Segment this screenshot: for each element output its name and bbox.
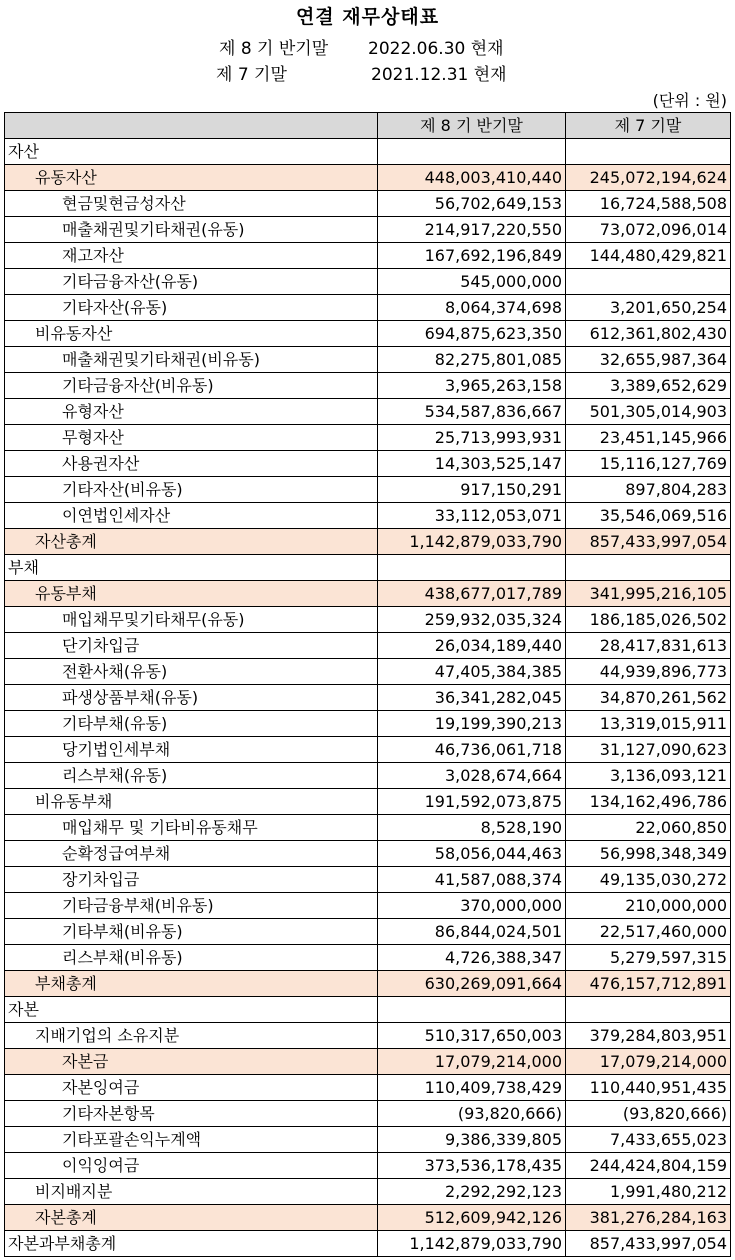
current-value-cell: 448,003,410,440 <box>378 165 566 191</box>
account-label-cell: 매출채권및기타채권(비유동) <box>5 347 378 373</box>
table-row <box>5 295 731 321</box>
current-value-cell <box>378 555 566 581</box>
prior-value-cell: 144,480,429,821 <box>566 243 731 269</box>
account-label-cell: 사용권자산 <box>5 451 378 477</box>
prior-value-cell: 5,279,597,315 <box>566 945 731 971</box>
table-row <box>5 1179 731 1205</box>
prior-value-cell: 34,870,261,562 <box>566 685 731 711</box>
prior-value-cell: 32,655,987,364 <box>566 347 731 373</box>
prior-value-cell: (93,820,666) <box>566 1101 731 1127</box>
account-label-cell: 자본금 <box>5 1049 378 1075</box>
prior-value-cell: 612,361,802,430 <box>566 321 731 347</box>
account-label-cell: 당기법인세부채 <box>5 737 378 763</box>
current-value-cell: 56,702,649,153 <box>378 191 566 217</box>
table-row <box>5 451 731 477</box>
current-value-cell: 8,528,190 <box>378 815 566 841</box>
table-row <box>5 1049 731 1075</box>
prior-value-cell: 22,517,460,000 <box>566 919 731 945</box>
current-value-cell: 373,536,178,435 <box>378 1153 566 1179</box>
current-value-cell: 36,341,282,045 <box>378 685 566 711</box>
prior-value-cell: 22,060,850 <box>566 815 731 841</box>
table-row <box>5 139 731 165</box>
table-row <box>5 529 731 555</box>
current-value-cell: 370,000,000 <box>378 893 566 919</box>
current-value-cell: (93,820,666) <box>378 1101 566 1127</box>
account-label-cell: 파생상품부채(유동) <box>5 685 378 711</box>
table-row <box>5 555 731 581</box>
account-label-cell: 비유동부채 <box>5 789 378 815</box>
table-row <box>5 191 731 217</box>
account-label-cell: 지배기업의 소유지분 <box>5 1023 378 1049</box>
current-value-cell: 438,677,017,789 <box>378 581 566 607</box>
account-label-cell: 리스부채(유동) <box>5 763 378 789</box>
unit-label: (단위 : 원) <box>652 91 727 110</box>
prior-value-cell: 31,127,090,623 <box>566 737 731 763</box>
table-row <box>5 1127 731 1153</box>
header-cell-account <box>5 113 378 139</box>
account-label-cell: 리스부채(비유동) <box>5 945 378 971</box>
account-label-cell: 자본 <box>5 997 378 1023</box>
account-label-cell: 자본잉여금 <box>5 1075 378 1101</box>
prior-value-cell: 381,276,284,163 <box>566 1205 731 1231</box>
account-label-cell: 비지배지분 <box>5 1179 378 1205</box>
account-label-cell: 기타자본항목 <box>5 1101 378 1127</box>
prior-value-cell <box>566 269 731 295</box>
prior-value-cell: 110,440,951,435 <box>566 1075 731 1101</box>
account-label-cell: 매입채무및기타채무(유동) <box>5 607 378 633</box>
statement-title: 연결 재무상태표 <box>295 6 440 28</box>
account-label-cell: 매출채권및기타채권(유동) <box>5 217 378 243</box>
table-row <box>5 711 731 737</box>
current-value-cell: 110,409,738,429 <box>378 1075 566 1101</box>
table-row <box>5 1231 731 1257</box>
table-row <box>5 217 731 243</box>
account-label-cell: 매입채무 및 기타비유동채무 <box>5 815 378 841</box>
current-value-cell: 19,199,390,213 <box>378 711 566 737</box>
prior-value-cell: 73,072,096,014 <box>566 217 731 243</box>
account-label-cell: 순확정급여부채 <box>5 841 378 867</box>
account-label-cell: 장기차입금 <box>5 867 378 893</box>
current-value-cell: 8,064,374,698 <box>378 295 566 321</box>
current-value-cell: 510,317,650,003 <box>378 1023 566 1049</box>
current-value-cell: 3,028,674,664 <box>378 763 566 789</box>
account-label-cell: 기타자산(비유동) <box>5 477 378 503</box>
account-label-cell: 전환사채(유동) <box>5 659 378 685</box>
prior-value-cell: 3,136,093,121 <box>566 763 731 789</box>
table-row <box>5 659 731 685</box>
account-label-cell: 기타금융부채(비유동) <box>5 893 378 919</box>
table-row <box>5 763 731 789</box>
prior-value-cell: 501,305,014,903 <box>566 399 731 425</box>
current-value-cell: 259,932,035,324 <box>378 607 566 633</box>
prior-value-cell: 134,162,496,786 <box>566 789 731 815</box>
table-row <box>5 815 731 841</box>
table-row <box>5 685 731 711</box>
account-label-cell: 유동부채 <box>5 581 378 607</box>
account-label-cell: 자산총계 <box>5 529 378 555</box>
table-row <box>5 971 731 997</box>
prior-value-cell: 244,424,804,159 <box>566 1153 731 1179</box>
prior-value-cell: 245,072,194,624 <box>566 165 731 191</box>
current-value-cell: 58,056,044,463 <box>378 841 566 867</box>
prior-value-cell <box>566 997 731 1023</box>
header-cell-prior: 제 7 기말 <box>566 113 731 139</box>
prior-value-cell: 897,804,283 <box>566 477 731 503</box>
table-row <box>5 425 731 451</box>
table-row <box>5 477 731 503</box>
table-row <box>5 997 731 1023</box>
table-header-row <box>5 113 731 139</box>
period-line-current <box>0 34 735 60</box>
account-label-cell: 단기차입금 <box>5 633 378 659</box>
table-row <box>5 789 731 815</box>
current-value-cell: 9,386,339,805 <box>378 1127 566 1153</box>
table-row <box>5 737 731 763</box>
table-row <box>5 893 731 919</box>
current-value-cell: 47,405,384,385 <box>378 659 566 685</box>
account-label-cell: 기타자산(유동) <box>5 295 378 321</box>
current-value-cell: 3,965,263,158 <box>378 373 566 399</box>
account-label-cell: 유동자산 <box>5 165 378 191</box>
current-period-label: 제 8 기 반기말 <box>219 39 329 59</box>
current-value-cell: 1,142,879,033,790 <box>378 529 566 555</box>
prior-value-cell: 23,451,145,966 <box>566 425 731 451</box>
table-row <box>5 1023 731 1049</box>
prior-value-cell: 1,991,480,212 <box>566 1179 731 1205</box>
table-row <box>5 373 731 399</box>
prior-period-date: 2021.12.31 현재 <box>371 65 507 85</box>
prior-value-cell: 7,433,655,023 <box>566 1127 731 1153</box>
current-value-cell: 167,692,196,849 <box>378 243 566 269</box>
account-label-cell: 기타포괄손익누계액 <box>5 1127 378 1153</box>
prior-value-cell: 35,546,069,516 <box>566 503 731 529</box>
prior-value-cell <box>566 139 731 165</box>
table-row <box>5 607 731 633</box>
account-label-cell: 기타금융자산(유동) <box>5 269 378 295</box>
current-value-cell: 86,844,024,501 <box>378 919 566 945</box>
prior-value-cell <box>566 555 731 581</box>
prior-value-cell: 13,319,015,911 <box>566 711 731 737</box>
prior-value-cell: 857,433,997,054 <box>566 1231 731 1257</box>
table-row <box>5 945 731 971</box>
prior-value-cell: 3,389,652,629 <box>566 373 731 399</box>
current-value-cell: 545,000,000 <box>378 269 566 295</box>
current-value-cell: 41,587,088,374 <box>378 867 566 893</box>
prior-value-cell: 56,998,348,349 <box>566 841 731 867</box>
table-row <box>5 321 731 347</box>
balance-sheet-table <box>4 112 731 1257</box>
current-value-cell: 2,292,292,123 <box>378 1179 566 1205</box>
current-value-cell <box>378 997 566 1023</box>
current-value-cell: 191,592,073,875 <box>378 789 566 815</box>
current-value-cell: 214,917,220,550 <box>378 217 566 243</box>
table-row <box>5 581 731 607</box>
prior-value-cell: 49,135,030,272 <box>566 867 731 893</box>
account-label-cell: 유형자산 <box>5 399 378 425</box>
prior-value-cell: 44,939,896,773 <box>566 659 731 685</box>
prior-value-cell: 476,157,712,891 <box>566 971 731 997</box>
current-value-cell: 26,034,189,440 <box>378 633 566 659</box>
table-row <box>5 503 731 529</box>
prior-value-cell: 379,284,803,951 <box>566 1023 731 1049</box>
account-label-cell: 무형자산 <box>5 425 378 451</box>
prior-value-cell: 16,724,588,508 <box>566 191 731 217</box>
account-label-cell: 부채총계 <box>5 971 378 997</box>
account-label-cell: 이익잉여금 <box>5 1153 378 1179</box>
current-value-cell: 534,587,836,667 <box>378 399 566 425</box>
account-label-cell: 자본총계 <box>5 1205 378 1231</box>
current-value-cell: 25,713,993,931 <box>378 425 566 451</box>
account-label-cell: 자본과부채총계 <box>5 1231 378 1257</box>
prior-period-label: 제 7 기말 <box>216 65 287 85</box>
table-row <box>5 1101 731 1127</box>
account-label-cell: 재고자산 <box>5 243 378 269</box>
table-row <box>5 841 731 867</box>
prior-value-cell: 857,433,997,054 <box>566 529 731 555</box>
current-value-cell <box>378 139 566 165</box>
table-row <box>5 1205 731 1231</box>
prior-value-cell: 186,185,026,502 <box>566 607 731 633</box>
current-value-cell: 4,726,388,347 <box>378 945 566 971</box>
current-value-cell: 17,079,214,000 <box>378 1049 566 1075</box>
current-value-cell: 82,275,801,085 <box>378 347 566 373</box>
table-row <box>5 1153 731 1179</box>
table-row <box>5 633 731 659</box>
current-value-cell: 917,150,291 <box>378 477 566 503</box>
current-value-cell: 46,736,061,718 <box>378 737 566 763</box>
current-value-cell: 14,303,525,147 <box>378 451 566 477</box>
table-row <box>5 919 731 945</box>
table-row <box>5 165 731 191</box>
prior-value-cell: 17,079,214,000 <box>566 1049 731 1075</box>
prior-value-cell: 210,000,000 <box>566 893 731 919</box>
account-label-cell: 기타부채(비유동) <box>5 919 378 945</box>
table-row <box>5 867 731 893</box>
table-row <box>5 1075 731 1101</box>
current-value-cell: 512,609,942,126 <box>378 1205 566 1231</box>
current-value-cell: 694,875,623,350 <box>378 321 566 347</box>
account-label-cell: 기타금융자산(비유동) <box>5 373 378 399</box>
table-row <box>5 269 731 295</box>
account-label-cell: 이연법인세자산 <box>5 503 378 529</box>
account-label-cell: 부채 <box>5 555 378 581</box>
account-label-cell: 자산 <box>5 139 378 165</box>
table-row <box>5 399 731 425</box>
current-value-cell: 33,112,053,071 <box>378 503 566 529</box>
table-row <box>5 347 731 373</box>
current-value-cell: 1,142,879,033,790 <box>378 1231 566 1257</box>
table-row <box>5 243 731 269</box>
current-period-date: 2022.06.30 현재 <box>368 39 504 59</box>
account-label-cell: 현금및현금성자산 <box>5 191 378 217</box>
current-value-cell: 630,269,091,664 <box>378 971 566 997</box>
prior-value-cell: 341,995,216,105 <box>566 581 731 607</box>
prior-value-cell: 28,417,831,613 <box>566 633 731 659</box>
prior-value-cell: 15,116,127,769 <box>566 451 731 477</box>
account-label-cell: 비유동자산 <box>5 321 378 347</box>
period-line-prior <box>0 60 735 86</box>
header-cell-current: 제 8 기 반기말 <box>378 113 566 139</box>
prior-value-cell: 3,201,650,254 <box>566 295 731 321</box>
account-label-cell: 기타부채(유동) <box>5 711 378 737</box>
